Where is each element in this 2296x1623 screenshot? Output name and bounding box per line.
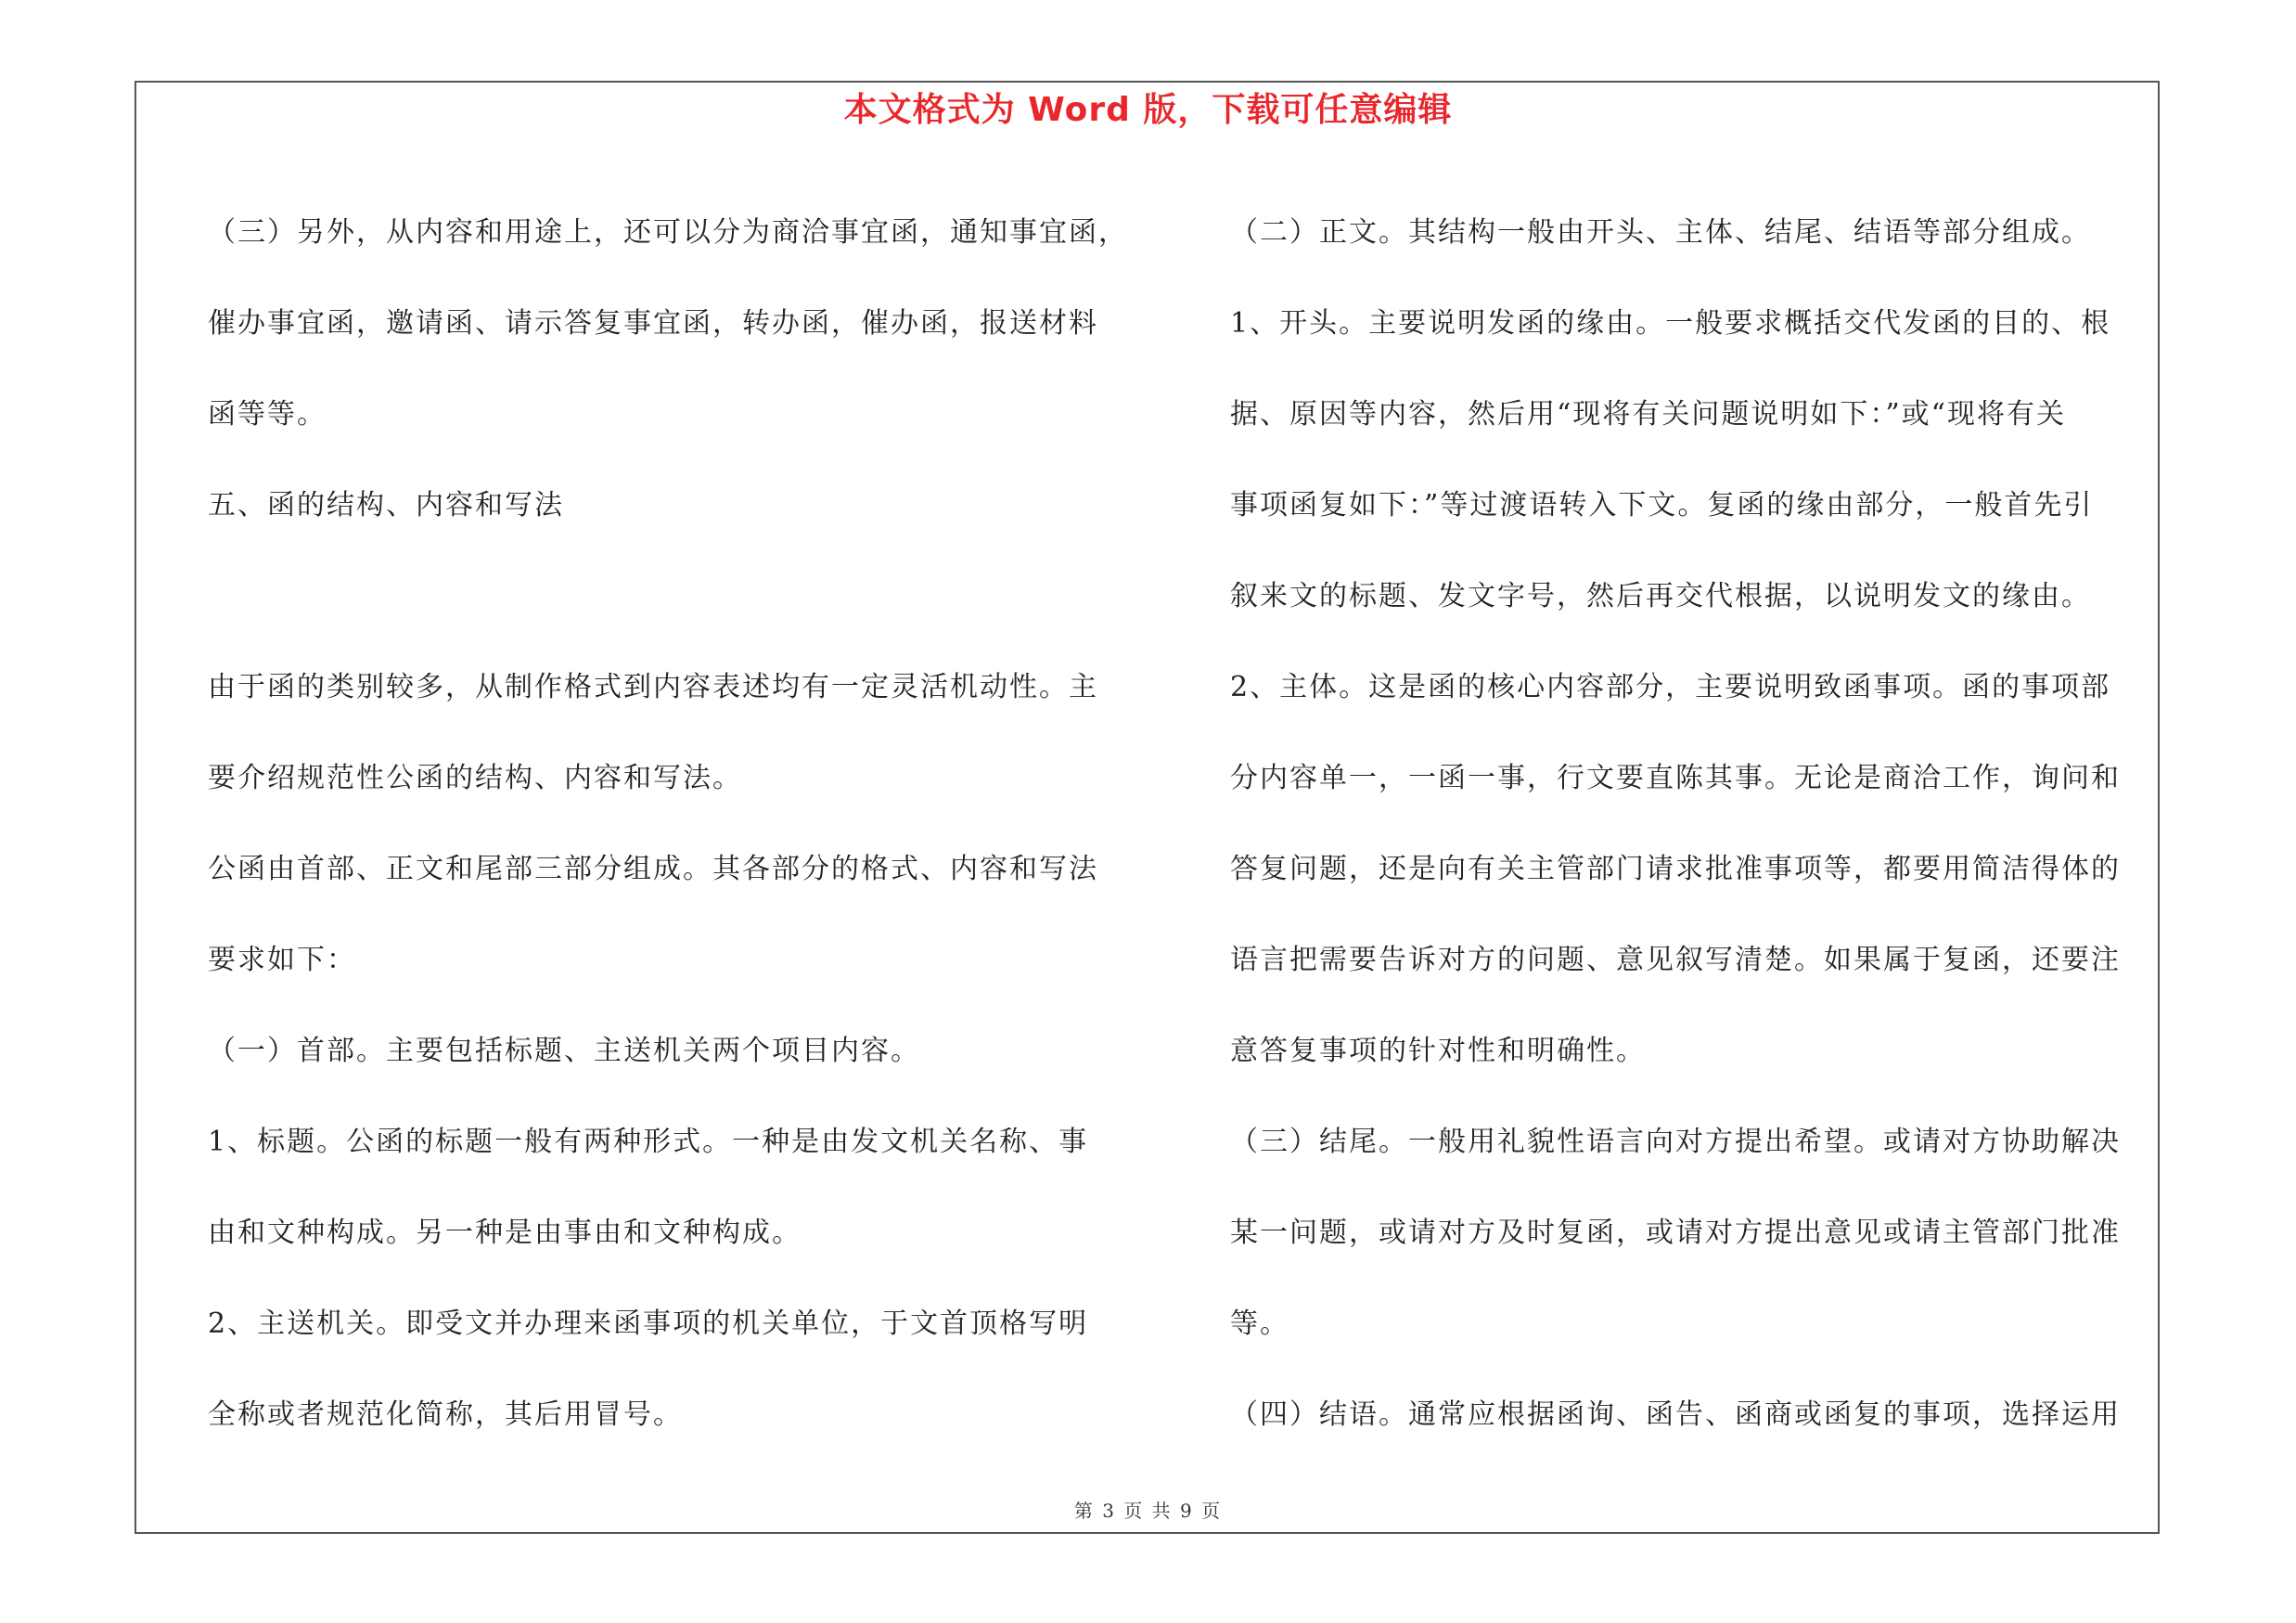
text-line: 2、主送机关。即受文并办理来函事项的机关单位，于文首顶格写明 (208, 1307, 1089, 1340)
text-line: （四）结语。通常应根据函询、函告、函商或函复的事项，选择运用 (1230, 1398, 2121, 1431)
text-line: 1、开头。主要说明发函的缘由。一般要求概括交代发函的目的、根 (1230, 307, 2111, 340)
text-line: 1、标题。公函的标题一般有两种形式。一种是由发文机关名称、事 (208, 1126, 1089, 1158)
text-line: 等。 (1230, 1307, 1289, 1340)
text-line: （二）正文。其结构一般由开头、主体、结尾、结语等部分组成。 (1230, 216, 2091, 249)
text-line: 全称或者规范化简称，其后用冒号。 (208, 1398, 683, 1431)
text-line: 答复问题，还是向有关主管部门请求批准事项等，都要用简洁得体的 (1230, 853, 2121, 885)
text-line: 语言把需要告诉对方的问题、意见叙写清楚。如果属于复函，还要注 (1230, 944, 2121, 976)
left-column (208, 187, 1145, 1461)
text-line: 据、原因等内容，然后用“现将有关问题说明如下：”或“现将有关 (1230, 398, 2067, 431)
right-column (1230, 187, 2158, 1461)
text-line: 2、主体。这是函的核心内容部分，主要说明致函事项。函的事项部 (1230, 671, 2111, 703)
text-line: （三）结尾。一般用礼貌性语言向对方提出希望。或请对方协助解决 (1230, 1126, 2121, 1158)
banner-title: 本文格式为 Word 版，下载可任意编辑 (843, 91, 1453, 129)
text-line: 要求如下： (208, 944, 356, 976)
section-heading: 五、函的结构、内容和写法 (208, 489, 564, 522)
text-line: 要介绍规范性公函的结构、内容和写法。 (208, 762, 742, 794)
text-line: （一）首部。主要包括标题、主送机关两个项目内容。 (208, 1035, 920, 1067)
text-line: 由于函的类别较多，从制作格式到内容表述均有一定灵活机动性。主 (208, 671, 1098, 703)
text-line: 意答复事项的针对性和明确性。 (1230, 1035, 1646, 1067)
text-line: 分内容单一，一函一事，行文要直陈其事。无论是商洽工作，询问和 (1230, 762, 2121, 794)
text-line: 函等等。 (208, 398, 327, 431)
text-line: 由和文种构成。另一种是由事由和文种构成。 (208, 1217, 802, 1249)
text-line: （三）另外，从内容和用途上，还可以分为商洽事宜函，通知事宜函， (208, 216, 1128, 249)
text-line: 某一问题，或请对方及时复函，或请对方提出意见或请主管部门批准 (1230, 1217, 2121, 1249)
page-number-footer: 第 3 页 共 9 页 (1073, 1500, 1223, 1522)
text-line: 催办事宜函，邀请函、请示答复事宜函，转办函，催办函，报送材料 (208, 307, 1098, 340)
text-line: 叙来文的标题、发文字号，然后再交代根据，以说明发文的缘由。 (1230, 580, 2091, 612)
blank-line (208, 551, 1145, 642)
text-line: 公函由首部、正文和尾部三部分组成。其各部分的格式、内容和写法 (208, 853, 1098, 885)
text-line: 事项函复如下：”等过渡语转入下文。复函的缘由部分，一般首先引 (1230, 489, 2094, 522)
